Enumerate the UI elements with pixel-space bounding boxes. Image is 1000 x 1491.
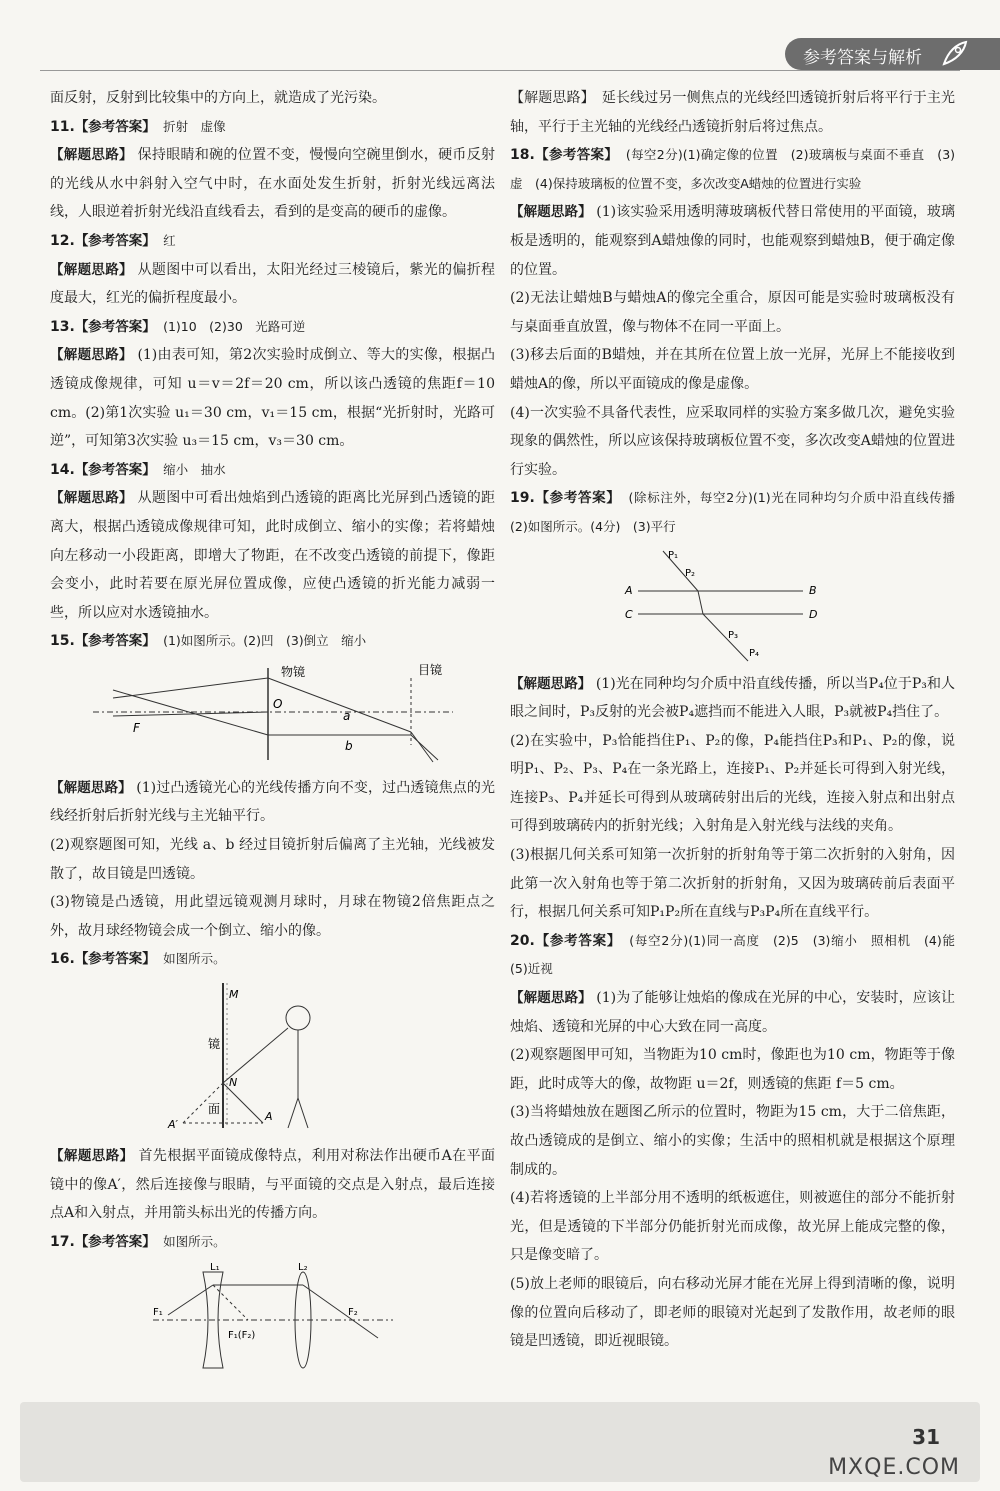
analysis-14: 【解题思路】 从题图中可看出烛焰到凸透镜的距离比光屏到凸透镜的距离大，根据凸透镜成像规律可知，此时成倒立、缩小的实像；若将蜡烛向左移动一小段距离，即增大了物距，在不改变凸透镜的前提下，像距会变小，此时若要在原光屏位置成像，应使凸透镜的折光能力减弱一些，所以应对水透镜抽水。 (50, 490, 496, 621)
lens-diagram (148, 1260, 398, 1370)
question-15: 15.【参考答案】 (1)如图所示。(2)凹 (3)倒立 缩小 (50, 633, 367, 650)
telescope-diagram (93, 660, 453, 770)
question-11: 11.【参考答案】 折射 虚像 (50, 118, 226, 135)
question-14: 14.【参考答案】 缩小 抽水 (50, 461, 226, 478)
analysis-12: 【解题思路】 从题图中可以看出，太阳光经过三棱镜后，紫光的偏折程度最大，红光的偏折程度最小。 (50, 261, 496, 307)
analysis-20: 【解题思路】 (1)为了能够让烛焰的像成在光屏的中心，安装时，应该让烛焰、透镜和光屏的中心大致在同一高度。 (2)观察题图甲可知，当物距为10 cm时，像距也为10 cm，物距等于像距，此时成等大的像，故物距 u＝2f，则透镜的焦距 f＝5 cm。 (3)当将蜡烛放在题图乙所示的位置时，物距为15 cm，大于二倍焦距，故凸透镜成的是倒立、缩小的实像；生活中的照相机就是根据这个原理制成的。 (4)若将透镜的上半部分用不透明的纸板遮住，则被遮住的部分不能折射光，但是透镜的下半部分仍能折射光而成像，故光屏上能成完整的像，只是像变暗了。 (5)放上老师的眼镜后，向右移动光屏才能在光屏上得到清晰的像，说明像的位置向后移动了，即老师的眼镜对光起到了发散作用，故老师的眼镜是凹透镜，即近视眼镜。 (510, 990, 955, 1350)
question-20: 20.【参考答案】 (每空2分)(1)同一高度 (2)5 (3)缩小 照相机 (4)能 (5)近视 (510, 932, 968, 977)
question-13: 13.【参考答案】 (1)10 (2)30 光路可逆 (50, 318, 306, 335)
mirror-diagram (163, 978, 383, 1138)
watermark: MXQE.COM (828, 1455, 960, 1480)
label-F2: F₂ (347, 1307, 358, 1319)
label-A-prime: A′ (167, 1118, 178, 1132)
right-intro: 【解题思路】 延长线过另一侧焦点的光线经凹透镜折射后将平行于主光轴，平行于主光轴的光线经凸透镜折射后将过焦点。 (510, 90, 955, 135)
label-B: B (808, 583, 817, 597)
question-16: 16.【参考答案】 如图所示。 (50, 951, 226, 968)
page-number: 31 (912, 1425, 940, 1449)
analysis-19: 【解题思路】 (1)光在同种均匀介质中沿直线传播，所以当P₄位于P₃和人眼之间时，P₃反射的光会被P₄遮挡而不能进入人眼，P₃就被P₄挡住了。 (2)在实验中，P₃恰能挡住P₁、P₂的像，P₄能挡住P₃和P₁、P₂的像，说明P₁、P₂、P₃、P₄在一条光路上，连接P₁、P₂并延长可得到入射光线，连接P₃、P₄并延长可得到从玻璃砖射出后的光线，连接入射点和出射点可得到玻璃砖内的折射光线；入射角是入射光线与法线的夹角。 (3)根据几何关系可知第一次折射的折射角等于第二次折射的入射角，因此第一次入射角也等于第二次折射的折射角，又因为玻璃砖前后表面平行，根据几何关系可知P₁P₂所在直线与P₃P₄所在直线平行。 (510, 675, 956, 921)
label-A: A (624, 583, 633, 597)
label-eyepiece: 目镜 (417, 662, 442, 677)
question-18: 18.【参考答案】 (每空2分)(1)确定像的位置 (2)玻璃板与桌面不垂直 (3)虚 (4)保持玻璃板的位置不变，多次改变A蜡烛的位置进行实验 (510, 147, 956, 191)
analysis-13: 【解题思路】 (1)由表可知，第2次实验时成倒立、等大的实像，根据凸透镜成像规律，可知 u＝v＝2f＝20 cm，所以该凸透镜的焦距f＝10 cm。(2)第1次实验 u₁＝30 cm，v₁＝15 cm，根据“光折射时，光路可逆”，可知第3次实验 u₃＝15 cm，v₃＝30 cm。 (50, 347, 495, 450)
rocket-icon (938, 38, 970, 70)
analysis-15: 【解题思路】 (1)过凸透镜光心的光线传播方向不变，过凸透镜焦点的光线经折射后折射光线与主光轴平行。 (2)观察题图可知，光线 a、b 经过目镜折射后偏离了主光轴，光线被发散了，故目镜是凹透镜。 (3)物镜是凸透镜，用此望远镜观测月球时，月球在物镜2倍焦距点之外，故月球经物镜会成一个倒立、缩小的像。 (50, 779, 495, 939)
header-title: 参考答案与解析 (785, 38, 1000, 70)
label-F: F (132, 720, 140, 735)
analysis-16: 【解题思路】 首先根据平面镜成像特点，利用对称法作出硬币A在平面镜中的像A′，然后连接像与眼睛，与平面镜的交点是入射点，最后连接点A和入射点，并用箭头标出光的传播方向。 (50, 1148, 496, 1222)
label-O: O (272, 696, 282, 711)
label-L1: L₁ (209, 1262, 220, 1274)
label-mirror: 镜 (207, 1037, 220, 1052)
label-b: b (344, 738, 353, 753)
label-a: a (342, 708, 350, 723)
label-surface: 面 (207, 1102, 220, 1117)
question-12: 12.【参考答案】 红 (50, 232, 176, 249)
label-P3: P₃ (727, 629, 738, 641)
label-center: F₁(F₂) (227, 1330, 255, 1342)
label-M: M (228, 988, 238, 1002)
left-intro: 面反射，反射到比较集中的方向上，就造成了光污染。 (50, 90, 386, 106)
label-C: C (624, 607, 633, 621)
label-A: A (264, 1110, 273, 1124)
analysis-18: 【解题思路】 (1)该实验采用透明薄玻璃板代替日常使用的平面镜，玻璃板是透明的，能观察到A蜡烛像的同时，也能观察到蜡烛B，便于确定像的位置。 (2)无法让蜡烛B与蜡烛A的像完全重合，原因可能是实验时玻璃板没有与桌面垂直放置，像与物体不在同一平面上。 (3)移去后面的B蜡烛，并在其所在位置上放一光屏，光屏上不能接收到蜡烛A的像，所以平面镜成的像是虚像。 (4)一次实验不具备代表性，应采取同样的实验方案多做几次，避免实验现象的偶然性，所以应该保持玻璃板位置不变，多次改变A蜡烛的位置进行实验。 (510, 204, 955, 478)
label-D: D (808, 607, 817, 621)
label-P4: P₄ (748, 647, 759, 659)
left-column (50, 84, 495, 1374)
question-17: 17.【参考答案】 如图所示。 (50, 1233, 226, 1250)
question-19: 19.【参考答案】 (除标注外，每空2分)(1)光在同种均匀介质中沿直线传播 (2)如图所示。(4分) (3)平行 (510, 490, 968, 534)
label-F1: F₁ (152, 1307, 163, 1319)
glass-block-diagram (623, 546, 843, 666)
right-column (510, 84, 968, 1356)
label-P2: P₂ (684, 567, 695, 579)
header-divider (40, 70, 960, 71)
label-objective: 物镜 (280, 664, 305, 679)
label-P1: P₁ (667, 549, 678, 561)
label-L2: L₂ (297, 1262, 308, 1274)
analysis-11: 【解题思路】 保持眼睛和碗的位置不变，慢慢向空碗里倒水，硬币反射的光线从水中斜射入空气中时，在水面处发生折射，折射光线远离法线，人眼逆着折射光线沿直线看去，看到的是变高的硬币的虚像。 (50, 147, 496, 221)
label-N: N (228, 1076, 237, 1090)
